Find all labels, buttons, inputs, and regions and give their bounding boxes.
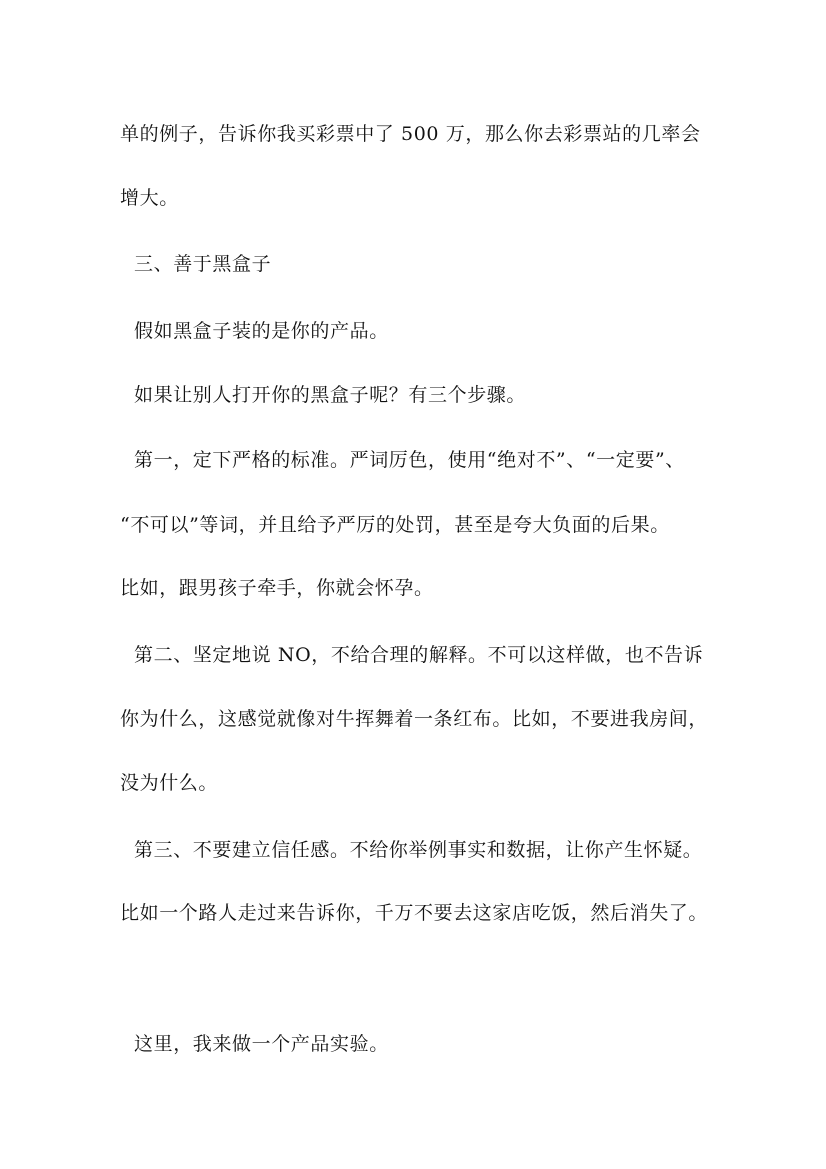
text-line: 比如一个路人走过来告诉你，千万不要去这家店吃饭，然后消失了。 (120, 902, 709, 924)
text-line: 第二、坚定地说 NO，不给合理的解释。不可以这样做，也不告诉 (134, 644, 704, 666)
text-line: 没为什么。 (120, 772, 219, 794)
text-line: 单的例子，告诉你我买彩票中了 500 万，那么你去彩票站的几率会 (120, 123, 701, 145)
text-line: “不可以”等词，并且给予严厉的处罚，甚至是夸大负面的后果。 (120, 514, 670, 536)
text-line: 第三、不要建立信任感。不给你举例事实和数据，让你产生怀疑。 (134, 839, 703, 861)
text-line: 假如黑盒子装的是你的产品。 (134, 320, 389, 342)
text-line: 增大。 (120, 187, 179, 209)
text-line: 如果让别人打开你的黑盒子呢？有三个步骤。 (134, 384, 527, 406)
text-line: 第一，定下严格的标准。严词厉色，使用“绝对不”、“一定要”、 (134, 449, 685, 471)
section-heading: 三、善于黑盒子 (134, 253, 272, 275)
text-line: 比如，跟男孩子牵手，你就会怀孕。 (120, 577, 434, 599)
text-line: 你为什么，这感觉就像对牛挥舞着一条红布。比如，不要进我房间， (120, 708, 709, 730)
text-line: 这里，我来做一个产品实验。 (134, 1033, 389, 1055)
